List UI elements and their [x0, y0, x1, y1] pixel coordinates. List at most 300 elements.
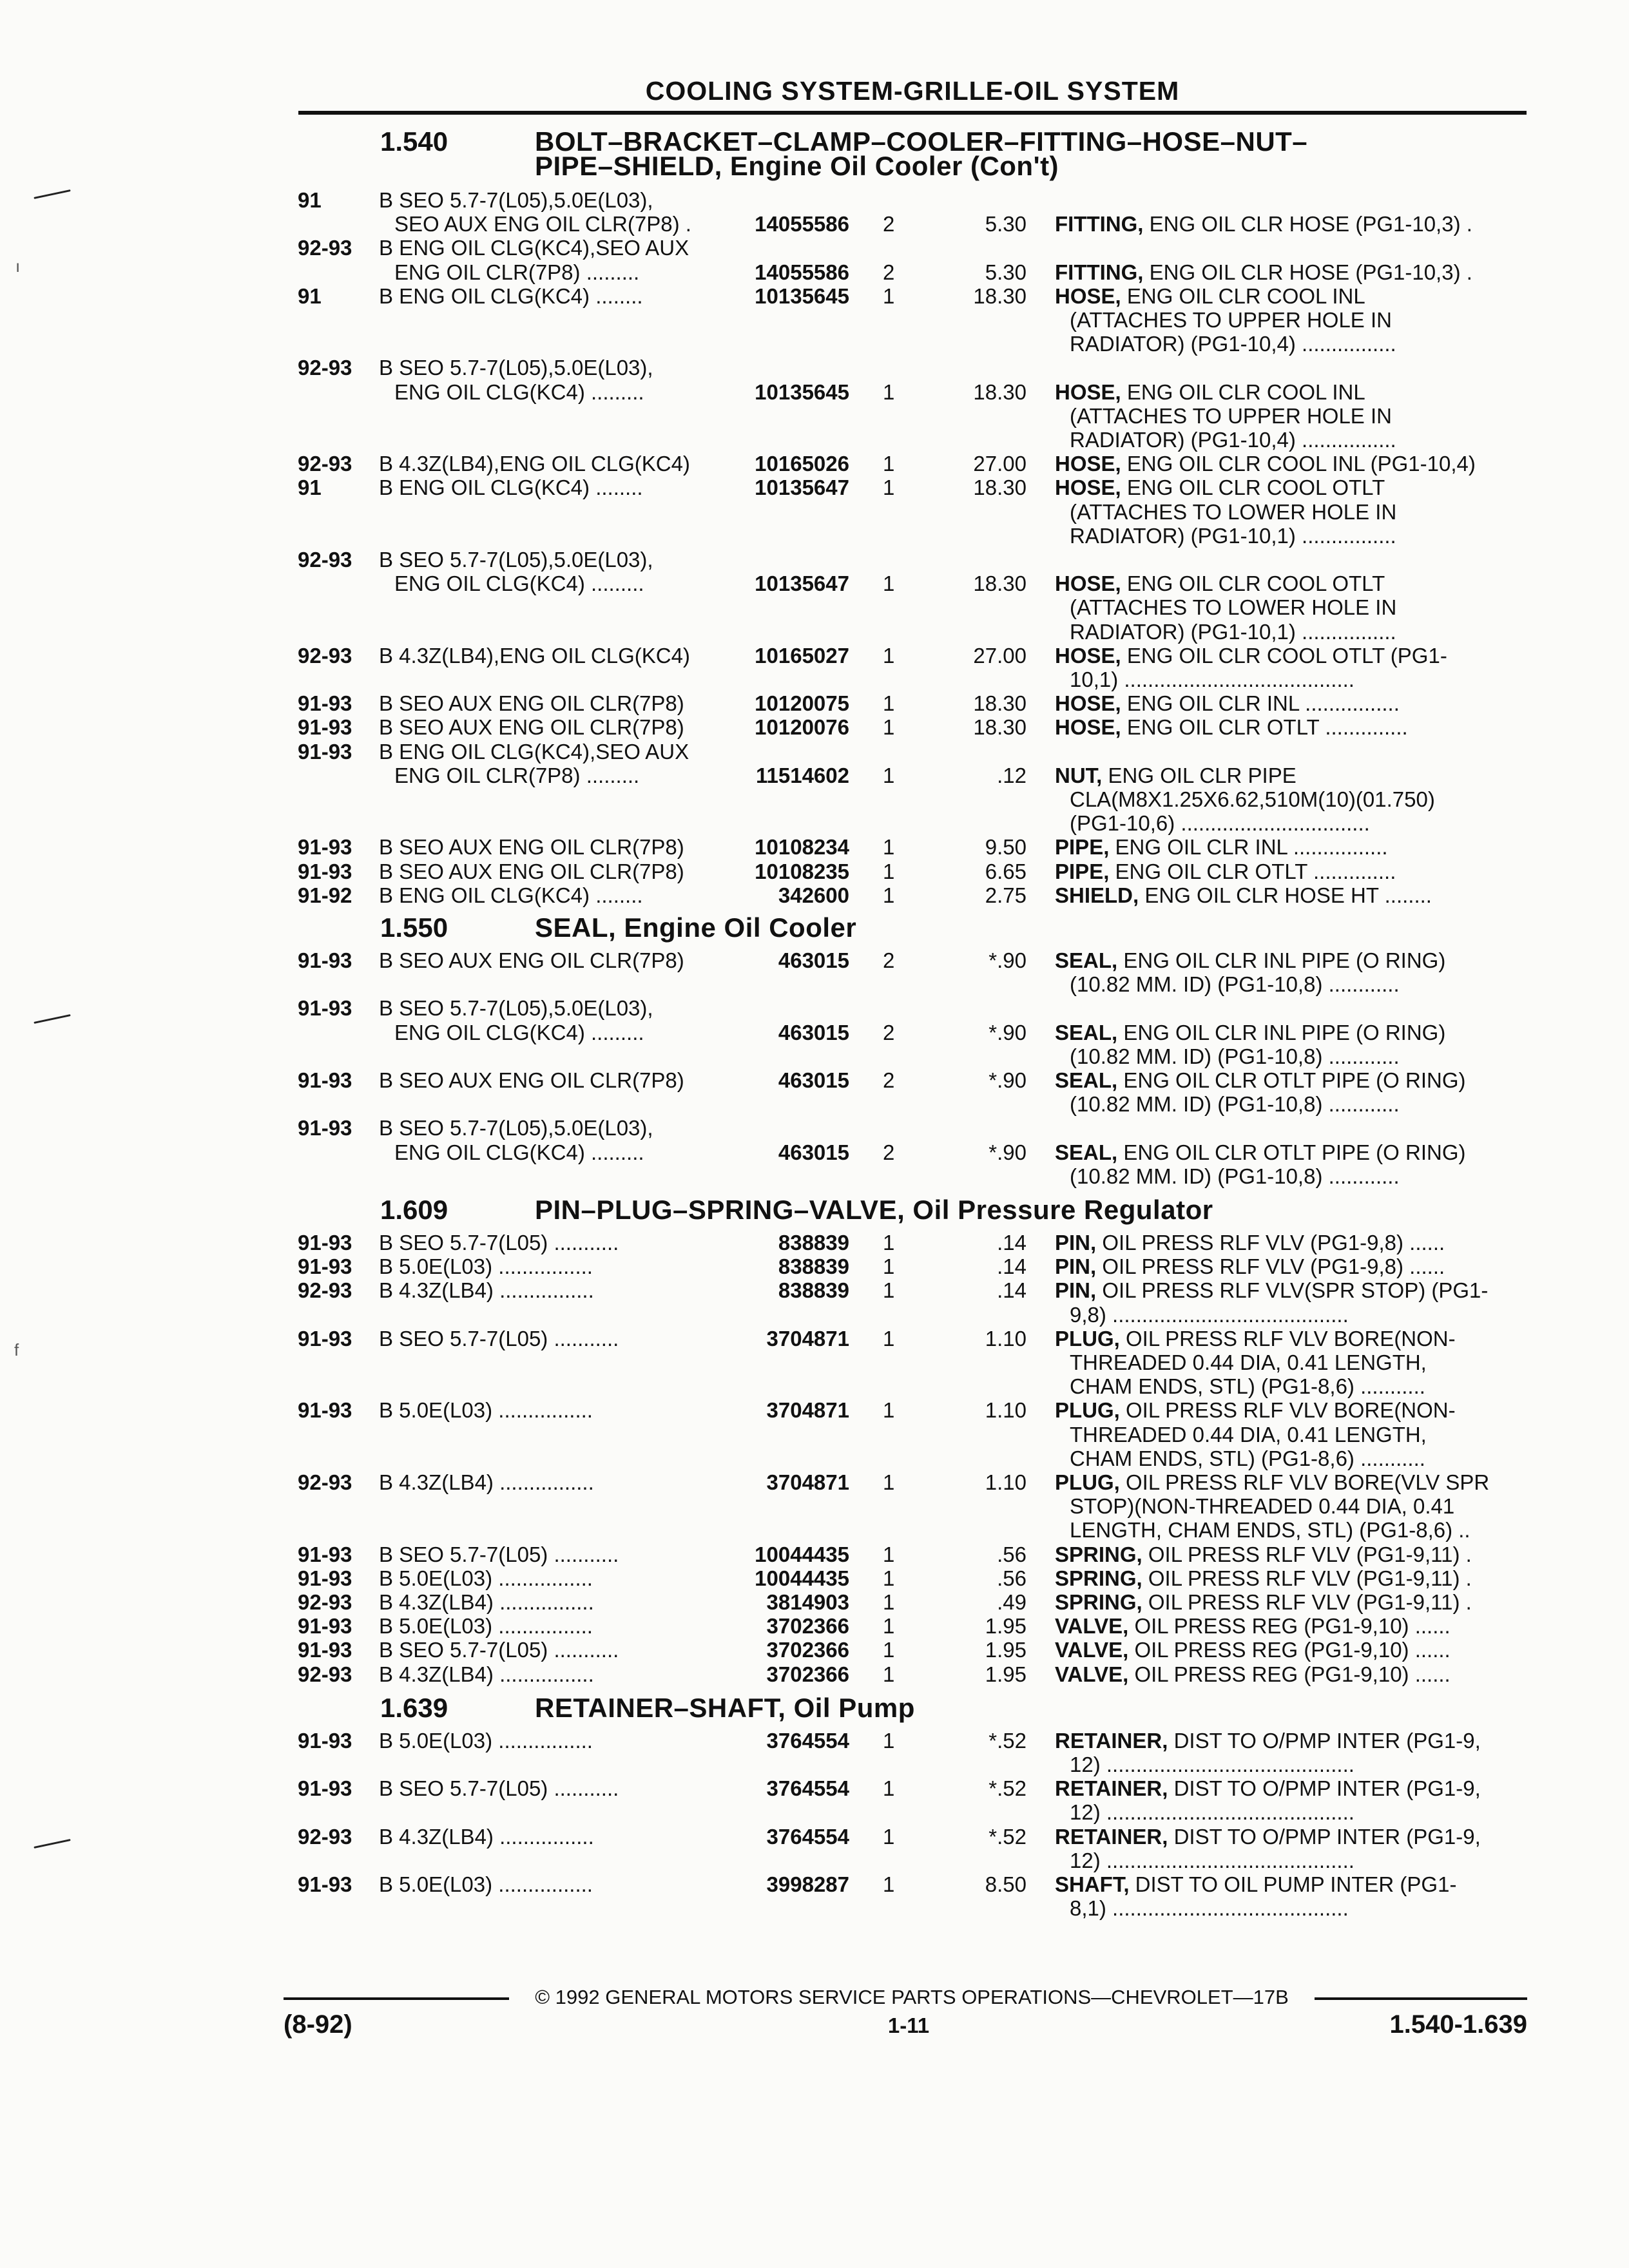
part-number: 10135645 — [755, 380, 849, 404]
application-desc-cont: ENG OIL CLG(KC4) ......... — [394, 1020, 644, 1044]
application-desc-cont: ENG OIL CLG(KC4) ......... — [394, 572, 644, 596]
model-years: 91-93 — [298, 1728, 352, 1753]
part-name: PIPE, — [1055, 835, 1110, 860]
model-years: 91-93 — [298, 859, 352, 883]
part-description — [1055, 284, 1519, 308]
part-detail: OIL PRESS REG (PG1-9,10) ...... — [1128, 1614, 1451, 1639]
model-years: 92-93 — [298, 1470, 352, 1494]
part-detail: ENG OIL CLR COOL INL — [1121, 380, 1365, 404]
part-name: HOSE, — [1055, 452, 1121, 476]
part-number: 10135647 — [755, 572, 849, 596]
part-detail: ENG OIL CLR COOL OTLT — [1121, 476, 1385, 500]
quantity: 1 — [883, 380, 895, 404]
application-desc: B SEO AUX ENG OIL CLR(7P8) — [379, 948, 684, 972]
quantity: 1 — [883, 452, 895, 476]
model-years: 91-93 — [298, 1614, 352, 1639]
price: *.52 — [988, 1824, 1027, 1849]
part-number: 463015 — [778, 948, 849, 972]
application-desc: B 5.0E(L03) ................ — [379, 1566, 593, 1590]
quantity: 2 — [883, 1068, 895, 1092]
footer-section-range: 1.540-1.639 — [1389, 2010, 1527, 2039]
part-number: 838839 — [778, 1254, 849, 1279]
part-name: RETAINER, — [1055, 1728, 1168, 1753]
part-name: VALVE, — [1055, 1614, 1129, 1639]
part-number: 3702366 — [766, 1614, 849, 1639]
part-description-cont: STOP)(NON-THREADED 0.44 DIA, 0.41 — [1070, 1494, 1455, 1519]
part-name: SPRING, — [1055, 1590, 1142, 1614]
quantity: 1 — [883, 1590, 895, 1614]
part-detail: ENG OIL CLR COOL OTLT (PG1- — [1121, 643, 1447, 668]
application-desc-cont: ENG OIL CLR(7P8) ......... — [394, 763, 640, 787]
part-number: 3764554 — [766, 1824, 849, 1849]
part-number: 3702366 — [766, 1662, 849, 1686]
section-title: SEAL, Engine Oil Cooler — [535, 912, 857, 943]
price: .56 — [997, 1566, 1027, 1590]
part-description-cont: (10.82 MM. ID) (PG1-10,8) ............ — [1070, 1164, 1400, 1188]
part-number: 3764554 — [766, 1728, 849, 1753]
quantity: 1 — [883, 1872, 895, 1896]
part-name: HOSE, — [1055, 643, 1121, 668]
part-name: PIN, — [1055, 1231, 1097, 1254]
part-description — [1055, 883, 1519, 907]
part-number: 3764554 — [766, 1776, 849, 1801]
part-detail: ENG OIL CLR OTLT .............. — [1109, 859, 1396, 883]
part-number: 10044435 — [755, 1566, 849, 1590]
price: 9.50 — [985, 835, 1027, 860]
part-description — [1055, 452, 1519, 476]
part-description-cont: RADIATOR) (PG1-10,4) ................ — [1070, 332, 1396, 356]
quantity: 1 — [883, 1398, 895, 1423]
part-detail: OIL PRESS RLF VLV BORE(NON- — [1119, 1398, 1456, 1423]
application-desc: B 4.3Z(LB4),ENG OIL CLG(KC4) — [379, 452, 690, 476]
part-name: PIN, — [1055, 1254, 1097, 1279]
price: *.52 — [988, 1776, 1027, 1801]
price: 2.75 — [985, 883, 1027, 907]
model-years: 91-92 — [298, 883, 352, 907]
application-desc: B SEO 5.7-7(L05),5.0E(L03), — [379, 188, 653, 212]
price: 1.10 — [985, 1326, 1027, 1350]
part-description — [1055, 1638, 1519, 1662]
part-detail: ENG OIL CLR INL PIPE (O RING) — [1117, 1020, 1446, 1044]
part-name: SPRING, — [1055, 1566, 1142, 1590]
quantity: 1 — [883, 859, 895, 883]
application-desc: B 4.3Z(LB4) ................ — [379, 1824, 594, 1849]
model-years: 91-93 — [298, 715, 352, 740]
application-desc: B 4.3Z(LB4) ................ — [379, 1590, 594, 1614]
part-description-cont: (ATTACHES TO UPPER HOLE IN — [1070, 403, 1392, 428]
part-description — [1055, 1872, 1519, 1896]
part-detail: ENG OIL CLR COOL OTLT — [1121, 572, 1385, 596]
part-number: 3814903 — [766, 1590, 849, 1614]
part-description — [1055, 1825, 1519, 1849]
quantity: 1 — [883, 1638, 895, 1662]
part-description-cont: (10.82 MM. ID) (PG1-10,8) ............ — [1070, 1092, 1400, 1117]
section-title: RETAINER–SHAFT, Oil Pump — [535, 1692, 915, 1723]
part-detail: OIL PRESS RLF VLV (PG1-9,8) ...... — [1096, 1231, 1445, 1254]
part-name: SEAL, — [1055, 948, 1118, 972]
model-years: 91-93 — [298, 1638, 352, 1662]
part-number: 3704871 — [766, 1398, 849, 1423]
part-number: 10108234 — [755, 835, 849, 860]
part-description-cont: (ATTACHES TO UPPER HOLE IN — [1070, 307, 1392, 332]
price: *.90 — [988, 1068, 1027, 1092]
model-years: 91-93 — [298, 1776, 352, 1801]
part-name: VALVE, — [1055, 1638, 1129, 1662]
part-description-cont: (ATTACHES TO LOWER HOLE IN — [1070, 499, 1397, 524]
part-detail: OIL PRESS RLF VLV (PG1-9,11) . — [1142, 1542, 1472, 1566]
part-number: 14055586 — [755, 212, 849, 236]
application-desc: B SEO AUX ENG OIL CLR(7P8) — [379, 691, 684, 716]
binder-mark — [34, 1014, 70, 1024]
part-description-cont: (10.82 MM. ID) (PG1-10,8) ............ — [1070, 1044, 1400, 1068]
part-detail: OIL PRESS RLF VLV (PG1-9,11) . — [1142, 1590, 1472, 1614]
application-desc: B SEO AUX ENG OIL CLR(7P8) — [379, 1068, 684, 1092]
part-description — [1055, 260, 1519, 284]
part-name: PLUG, — [1055, 1326, 1120, 1350]
application-desc-cont: SEO AUX ENG OIL CLR(7P8) . — [394, 212, 691, 236]
application-desc: B 5.0E(L03) ................ — [379, 1398, 593, 1423]
price: 18.30 — [973, 715, 1027, 740]
application-desc: B 4.3Z(LB4),ENG OIL CLG(KC4) — [379, 643, 690, 668]
application-desc: B SEO AUX ENG OIL CLR(7P8) — [379, 715, 684, 740]
part-description — [1055, 1729, 1519, 1753]
price: 18.30 — [973, 572, 1027, 596]
price: 18.30 — [973, 380, 1027, 404]
part-description — [1055, 212, 1519, 236]
price: 5.30 — [985, 212, 1027, 236]
model-years: 92-93 — [298, 643, 352, 668]
part-number: 10044435 — [755, 1542, 849, 1566]
part-name: PLUG, — [1055, 1398, 1120, 1423]
price: 1.95 — [985, 1638, 1027, 1662]
application-desc: B ENG OIL CLG(KC4) ........ — [379, 883, 643, 907]
application-desc: B SEO 5.7-7(L05) ........... — [379, 1776, 619, 1801]
part-name: HOSE, — [1055, 476, 1121, 500]
quantity: 1 — [883, 715, 895, 740]
part-name: SHAFT, — [1055, 1872, 1130, 1896]
part-description — [1055, 715, 1519, 739]
section-title-cont: PIPE–SHIELD, Engine Oil Cooler (Con't) — [535, 151, 1059, 181]
part-name: SHIELD, — [1055, 883, 1139, 907]
part-number: 10165027 — [755, 643, 849, 668]
part-name: FITTING, — [1055, 212, 1144, 236]
model-years: 91-93 — [298, 1254, 352, 1279]
quantity: 1 — [883, 1824, 895, 1849]
price: 1.95 — [985, 1662, 1027, 1686]
quantity: 2 — [883, 260, 895, 284]
part-number: 14055586 — [755, 260, 849, 284]
application-desc-cont: ENG OIL CLG(KC4) ......... — [394, 380, 644, 404]
application-desc: B SEO 5.7-7(L05),5.0E(L03), — [379, 548, 653, 572]
price: .14 — [997, 1231, 1027, 1254]
part-detail: OIL PRESS REG (PG1-9,10) ...... — [1128, 1638, 1451, 1662]
part-name: RETAINER, — [1055, 1776, 1168, 1801]
application-desc: B SEO 5.7-7(L05),5.0E(L03), — [379, 356, 653, 380]
part-description-cont: 12) .......................................... — [1070, 1800, 1354, 1825]
part-description — [1055, 1662, 1519, 1686]
part-name: NUT, — [1055, 763, 1103, 787]
price: 8.50 — [985, 1872, 1027, 1896]
part-description-cont: RADIATOR) (PG1-10,1) ................ — [1070, 523, 1396, 548]
application-desc: B 4.3Z(LB4) ................ — [379, 1278, 594, 1303]
quantity: 1 — [883, 883, 895, 907]
application-desc: B 5.0E(L03) ................ — [379, 1254, 593, 1279]
model-years: 92-93 — [298, 548, 352, 572]
part-detail: ENG OIL CLR INL ................ — [1109, 835, 1388, 860]
quantity: 1 — [883, 763, 895, 787]
model-years: 91-93 — [298, 1116, 352, 1140]
model-years: 91-93 — [298, 1542, 352, 1566]
part-description-cont: 12) .......................................... — [1070, 1752, 1354, 1776]
part-detail: OIL PRESS REG (PG1-9,10) ...... — [1128, 1662, 1451, 1686]
part-detail: DIST TO OIL PUMP INTER (PG1- — [1129, 1872, 1457, 1896]
part-description-cont: (PG1-10,6) ................................ — [1070, 811, 1370, 836]
model-years: 92-93 — [298, 1278, 352, 1303]
price: 27.00 — [973, 643, 1027, 668]
part-description — [1055, 948, 1519, 972]
price: 18.30 — [973, 476, 1027, 500]
quantity: 1 — [883, 1470, 895, 1494]
part-detail: ENG OIL CLR OTLT .............. — [1121, 715, 1408, 740]
part-description — [1055, 380, 1519, 404]
part-number: 463015 — [778, 1020, 849, 1044]
margin-speck: f — [14, 1340, 19, 1360]
part-description-cont: 10,1) ....................................... — [1070, 667, 1354, 691]
price: .49 — [997, 1590, 1027, 1614]
quantity: 2 — [883, 212, 895, 236]
price: *.90 — [988, 948, 1027, 972]
section-title: PIN–PLUG–SPRING–VALVE, Oil Pressure Regulator — [535, 1195, 1213, 1225]
part-detail: OIL PRESS RLF VLV (PG1-9,8) ...... — [1096, 1254, 1445, 1279]
price: .56 — [997, 1542, 1027, 1566]
part-description — [1055, 764, 1519, 787]
part-number: 3704871 — [766, 1326, 849, 1350]
application-desc-cont: ENG OIL CLR(7P8) ......... — [394, 260, 640, 284]
part-description — [1055, 1140, 1519, 1164]
quantity: 1 — [883, 1326, 895, 1350]
application-desc: B ENG OIL CLG(KC4) ........ — [379, 476, 643, 500]
quantity: 1 — [883, 1776, 895, 1801]
quantity: 1 — [883, 1566, 895, 1590]
part-detail: ENG OIL CLR HOSE (PG1-10,3) . — [1143, 212, 1472, 236]
model-years: 91 — [298, 476, 322, 500]
model-years: 91-93 — [298, 739, 352, 764]
part-name: HOSE, — [1055, 284, 1121, 308]
part-description — [1055, 1398, 1519, 1422]
part-detail: ENG OIL CLR COOL INL (PG1-10,4) — [1121, 452, 1476, 476]
footer-date: (8-92) — [284, 2010, 352, 2039]
application-desc: B SEO 5.7-7(L05) ........... — [379, 1231, 619, 1254]
model-years: 91-93 — [298, 1326, 352, 1350]
part-detail: DIST TO O/PMP INTER (PG1-9, — [1168, 1824, 1481, 1849]
footer-copyright: © 1992 GENERAL MOTORS SERVICE PARTS OPERATIONS—CHEVROLET—17B — [535, 1986, 1289, 2008]
quantity: 1 — [883, 1542, 895, 1566]
quantity: 1 — [883, 572, 895, 596]
application-desc: B SEO 5.7-7(L05),5.0E(L03), — [379, 1116, 653, 1140]
part-description — [1055, 860, 1519, 883]
quantity: 1 — [883, 835, 895, 860]
quantity: 1 — [883, 1278, 895, 1303]
quantity: 2 — [883, 1020, 895, 1044]
part-name: HOSE, — [1055, 380, 1121, 404]
model-years: 91-93 — [298, 1566, 352, 1590]
part-detail: OIL PRESS RLF VLV BORE(NON- — [1119, 1326, 1456, 1350]
application-desc: B 4.3Z(LB4) ................ — [379, 1662, 594, 1686]
footer-rule-right — [1315, 1997, 1527, 2000]
price: 18.30 — [973, 284, 1027, 308]
model-years: 91-93 — [298, 1068, 352, 1092]
part-detail: OIL PRESS RLF VLV (PG1-9,11) . — [1142, 1566, 1472, 1590]
quantity: 1 — [883, 643, 895, 668]
part-description — [1055, 644, 1519, 668]
price: 27.00 — [973, 452, 1027, 476]
part-description — [1055, 1278, 1519, 1302]
binder-mark — [34, 189, 70, 199]
price: *.52 — [988, 1728, 1027, 1753]
footer-rule-left — [284, 1997, 509, 2000]
part-number: 463015 — [778, 1068, 849, 1092]
binder-mark — [34, 1839, 70, 1849]
part-name: HOSE, — [1055, 715, 1121, 740]
part-detail: OIL PRESS RLF VLV BORE(VLV SPR — [1119, 1470, 1490, 1494]
quantity: 1 — [883, 1254, 895, 1279]
part-name: RETAINER, — [1055, 1824, 1168, 1849]
model-years: 91 — [298, 188, 322, 212]
application-desc: B 5.0E(L03) ................ — [379, 1728, 593, 1753]
part-number: 10120076 — [755, 715, 849, 740]
application-desc: B SEO 5.7-7(L05) ........... — [379, 1326, 619, 1350]
application-desc: B 5.0E(L03) ................ — [379, 1614, 593, 1639]
margin-speck: ı — [15, 256, 21, 276]
part-detail: ENG OIL CLR OTLT PIPE (O RING) — [1117, 1140, 1466, 1164]
section-title: BOLT–BRACKET–CLAMP–COOLER–FITTING–HOSE–NUT– — [535, 126, 1308, 157]
part-detail: DIST TO O/PMP INTER (PG1-9, — [1168, 1776, 1481, 1801]
part-number: 10135645 — [755, 284, 849, 308]
part-description-cont: RADIATOR) (PG1-10,4) ................ — [1070, 427, 1396, 452]
model-years: 92-93 — [298, 356, 352, 380]
model-years: 91-93 — [298, 1398, 352, 1423]
part-description — [1055, 1470, 1519, 1494]
quantity: 1 — [883, 1614, 895, 1639]
quantity: 1 — [883, 476, 895, 500]
model-years: 92-93 — [298, 452, 352, 476]
section-number: 1.609 — [380, 1195, 448, 1225]
part-number: 342600 — [778, 883, 849, 907]
model-years: 91 — [298, 284, 322, 308]
part-description — [1055, 572, 1519, 595]
part-name: PIPE, — [1055, 859, 1110, 883]
quantity: 1 — [883, 1728, 895, 1753]
part-name: SEAL, — [1055, 1140, 1118, 1164]
part-name: SEAL, — [1055, 1020, 1118, 1044]
part-description-cont: RADIATOR) (PG1-10,1) ................ — [1070, 619, 1396, 644]
model-years: 91-93 — [298, 996, 352, 1021]
price: 6.65 — [985, 859, 1027, 883]
model-years: 91-93 — [298, 1872, 352, 1896]
price: *.90 — [988, 1020, 1027, 1044]
part-name: HOSE, — [1055, 572, 1121, 596]
part-description-cont: THREADED 0.44 DIA, 0.41 LENGTH, — [1070, 1350, 1427, 1374]
part-description-cont: 9,8) ........................................ — [1070, 1302, 1349, 1327]
part-description — [1055, 1254, 1519, 1278]
model-years: 91-93 — [298, 691, 352, 716]
application-desc: B ENG OIL CLG(KC4) ........ — [379, 284, 643, 308]
part-number: 463015 — [778, 1140, 849, 1164]
application-desc: B SEO 5.7-7(L05) ........... — [379, 1638, 619, 1662]
quantity: 1 — [883, 284, 895, 308]
part-description — [1055, 835, 1519, 859]
model-years: 91-93 — [298, 948, 352, 972]
part-number: 10120075 — [755, 691, 849, 716]
model-years: 92-93 — [298, 1824, 352, 1849]
price: .12 — [997, 763, 1027, 787]
part-name: SEAL, — [1055, 1068, 1118, 1092]
price: *.90 — [988, 1140, 1027, 1164]
quantity: 1 — [883, 1231, 895, 1254]
model-years: 92-93 — [298, 1662, 352, 1686]
model-years: 91-93 — [298, 835, 352, 860]
part-detail: ENG OIL CLR PIPE — [1102, 763, 1296, 787]
part-description-cont: CHAM ENDS, STL) (PG1-8,6) ........... — [1070, 1374, 1425, 1399]
part-description-cont: CLA(M8X1.25X6.62,510M(10)(01.750) — [1070, 787, 1435, 811]
part-description — [1055, 1068, 1519, 1092]
application-desc: B SEO AUX ENG OIL CLR(7P8) — [379, 835, 684, 860]
price: .14 — [997, 1254, 1027, 1279]
part-number: 3998287 — [766, 1872, 849, 1896]
part-detail: ENG OIL CLR HOSE (PG1-10,3) . — [1143, 260, 1472, 284]
quantity: 1 — [883, 1662, 895, 1686]
part-number: 10135647 — [755, 476, 849, 500]
part-description-cont: 12) .......................................... — [1070, 1848, 1354, 1872]
part-description-cont: (10.82 MM. ID) (PG1-10,8) ............ — [1070, 972, 1400, 997]
application-desc: B SEO 5.7-7(L05),5.0E(L03), — [379, 996, 653, 1021]
header-rule — [298, 111, 1527, 115]
page-header: COOLING SYSTEM-GRILLE-OIL SYSTEM — [645, 76, 1180, 106]
quantity: 1 — [883, 691, 895, 716]
section-number: 1.550 — [380, 912, 448, 943]
price: 18.30 — [973, 691, 1027, 716]
part-name: PLUG, — [1055, 1470, 1120, 1494]
part-detail: ENG OIL CLR HOSE HT ........ — [1139, 883, 1432, 907]
part-description — [1055, 691, 1519, 715]
part-number: 838839 — [778, 1278, 849, 1303]
application-desc: B 4.3Z(LB4) ................ — [379, 1470, 594, 1494]
model-years: 92-93 — [298, 1590, 352, 1614]
part-description — [1055, 1327, 1519, 1350]
part-name: FITTING, — [1055, 260, 1144, 284]
part-name: VALVE, — [1055, 1662, 1129, 1686]
price: 1.10 — [985, 1398, 1027, 1423]
part-detail: DIST TO O/PMP INTER (PG1-9, — [1168, 1728, 1481, 1753]
price: 1.95 — [985, 1614, 1027, 1639]
part-description — [1055, 1021, 1519, 1044]
part-number: 10108235 — [755, 859, 849, 883]
quantity: 2 — [883, 1140, 895, 1164]
part-name: PIN, — [1055, 1278, 1097, 1303]
part-description-cont: CHAM ENDS, STL) (PG1-8,6) ........... — [1070, 1446, 1425, 1470]
part-description-cont: THREADED 0.44 DIA, 0.41 LENGTH, — [1070, 1422, 1427, 1446]
part-description — [1055, 1776, 1519, 1800]
footer-page-number: 1-11 — [887, 2013, 930, 2037]
section-number: 1.540 — [380, 126, 448, 157]
price: .14 — [997, 1278, 1027, 1303]
part-number: 11514602 — [755, 763, 849, 787]
part-description-cont: 8,1) ........................................ — [1070, 1896, 1349, 1921]
part-description — [1055, 476, 1519, 499]
model-years: 92-93 — [298, 236, 352, 260]
part-detail: ENG OIL CLR COOL INL — [1121, 284, 1365, 308]
part-description — [1055, 1231, 1519, 1254]
